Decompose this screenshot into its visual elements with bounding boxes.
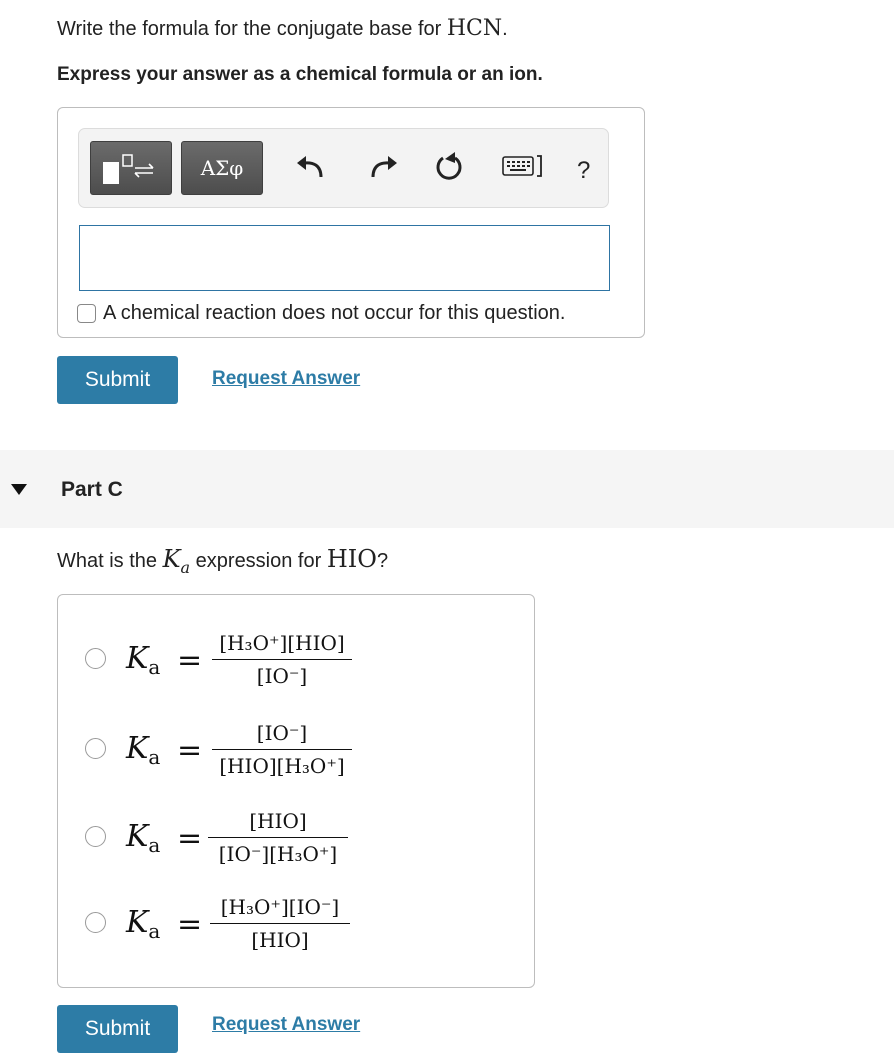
question-compound: HIO <box>326 545 377 573</box>
choice-fraction-2 <box>212 720 352 779</box>
choice-lhs-2: $K_a$ <box>126 731 161 769</box>
submit-button-part-b[interactable]: Submit <box>57 356 178 404</box>
choice-lhs-3: $K_a$ <box>126 819 161 857</box>
choice-fraction-3 <box>208 808 348 867</box>
collapse-arrow-icon[interactable] <box>11 484 27 495</box>
part-c-header[interactable] <box>0 450 894 528</box>
answer-instruction: Express your answer as a chemical formula or an ion. <box>57 64 543 85</box>
question-compound: HCN <box>446 16 503 41</box>
fraction-bar <box>212 749 352 750</box>
choice-fraction-1 <box>212 630 352 689</box>
question-prefix: Write the formula for the conjugate base for <box>57 18 442 40</box>
choice-equals-3: = <box>177 821 203 856</box>
question-text-part-c <box>57 545 388 577</box>
part-c-title: Part C <box>61 478 123 501</box>
answer-input[interactable] <box>79 225 610 291</box>
submit-button-part-c[interactable]: Submit <box>57 1005 178 1053</box>
choice-denominator-1: [IO⁻] <box>256 664 308 688</box>
templates-button[interactable] <box>90 141 172 195</box>
templates-icon <box>91 142 173 196</box>
question-prefix: What is the <box>57 550 158 572</box>
choice-radio-4[interactable] <box>85 912 106 933</box>
greek-symbols-button[interactable]: ΑΣφ <box>181 141 263 195</box>
choice-equals-2: = <box>177 733 203 768</box>
no-reaction-checkbox[interactable] <box>77 304 96 323</box>
undo-icon[interactable] <box>291 147 331 187</box>
choice-denominator-3: [IO⁻][H₃O⁺] <box>218 842 338 866</box>
question-suffix: ? <box>376 550 389 572</box>
choice-numerator-2: [IO⁻] <box>256 721 308 745</box>
fraction-bar <box>212 659 352 660</box>
help-icon[interactable]: ? <box>577 157 591 184</box>
choice-radio-3[interactable] <box>85 826 106 847</box>
question-suffix: . <box>502 18 508 40</box>
question-text-part-b <box>57 16 508 41</box>
choice-radio-2[interactable] <box>85 738 106 759</box>
keyboard-icon[interactable] <box>499 147 549 187</box>
math-toolbar <box>78 128 609 208</box>
no-reaction-label: A chemical reaction does not occur for this question. <box>103 302 566 324</box>
choice-fraction-4 <box>210 894 350 953</box>
question-var: $K_a$ <box>162 545 191 577</box>
choice-denominator-4: [HIO] <box>251 928 309 952</box>
choice-numerator-1: [H₃O⁺][HIO] <box>219 631 345 655</box>
question-mid: expression for <box>195 550 322 572</box>
choice-equals-4: = <box>177 907 203 942</box>
request-answer-link-part-c[interactable]: Request Answer <box>212 1014 361 1035</box>
choice-lhs-4: $K_a$ <box>126 905 161 943</box>
fraction-bar <box>210 923 350 924</box>
fraction-bar <box>208 837 348 838</box>
reset-icon[interactable] <box>429 147 469 187</box>
request-answer-link-part-b[interactable]: Request Answer <box>212 368 361 389</box>
choice-numerator-4: [H₃O⁺][IO⁻] <box>220 895 340 919</box>
redo-icon[interactable] <box>363 147 403 187</box>
choice-denominator-2: [HIO][H₃O⁺] <box>219 754 345 778</box>
choice-numerator-3: [HIO] <box>249 809 307 833</box>
choice-equals-1: = <box>177 643 203 678</box>
choice-lhs-1: $K_a$ <box>126 641 161 679</box>
choice-radio-1[interactable] <box>85 648 106 669</box>
